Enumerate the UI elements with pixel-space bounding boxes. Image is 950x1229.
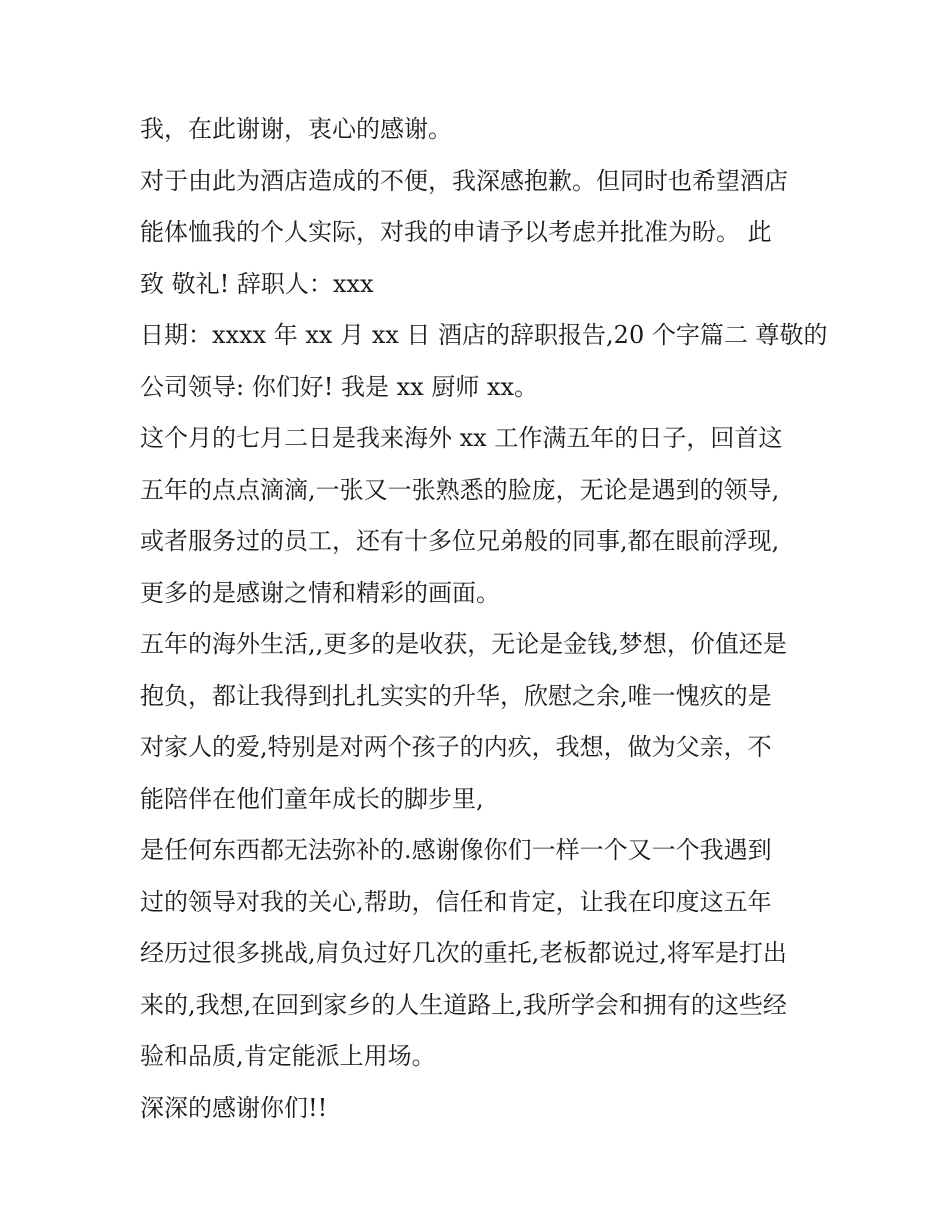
text-line: 这个月的七月二日是我来海外 xx 工作满五年的日子，回首这: [140, 424, 783, 452]
text-line: 五年的海外生活,,更多的是收获，无论是金钱,梦想，价值还是: [140, 630, 787, 658]
text-line: 能体恤我的个人实际，对我的申请予以考虑并批准为盼。 此: [140, 218, 772, 246]
text-line: 或者服务过的员工，还有十多位兄弟般的同事,都在眼前浮现,: [140, 527, 780, 555]
text-line: 五年的点点滴滴,一张又一张熟悉的脸庞，无论是遇到的领导,: [140, 475, 780, 504]
text-line: 来的,我想,在回到家乡的人生道路上,我所学会和拥有的这些经: [140, 990, 787, 1019]
text-line: 过的领导对我的关心,帮助，信任和肯定，让我在印度这五年: [140, 887, 772, 916]
text-line: 致 敬礼! 辞职人：xxx: [140, 269, 374, 298]
text-line: 是任何东西都无法弥补的.感谢像你们一样一个又一个我遇到: [140, 836, 772, 864]
text-line: 对家人的爱,特别是对两个孩子的内疚，我想，做为父亲，不: [140, 733, 772, 761]
text-line: 深深的感谢你们!!: [140, 1093, 328, 1122]
text-line: 能陪伴在他们童年成长的脚步里,: [140, 784, 484, 813]
text-line: 日期：xxxx 年 xx 月 xx 日 酒店的辞职报告,20 个字篇二 尊敬的: [140, 321, 828, 349]
text-line: 经历过很多挑战,肩负过好几次的重托,老板都说过,将军是打出: [140, 939, 787, 967]
text-line: 公司领导: 你们好! 我是 xx 厨师 xx。: [140, 372, 539, 401]
text-line: 对于由此为酒店造成的不便，我深感抱歉。但同时也希望酒店: [140, 166, 788, 195]
document-body: [140, 104, 828, 1134]
text-line: 抱负，都让我得到扎扎实实的升华，欣慰之余,唯一愧疚的是: [140, 681, 772, 710]
text-line: 更多的是感谢之情和精彩的画面。: [140, 578, 500, 607]
text-line: 验和品质,肯定能派上用场。: [140, 1042, 436, 1070]
text-line: 我，在此谢谢，衷心的感谢。: [140, 115, 452, 143]
